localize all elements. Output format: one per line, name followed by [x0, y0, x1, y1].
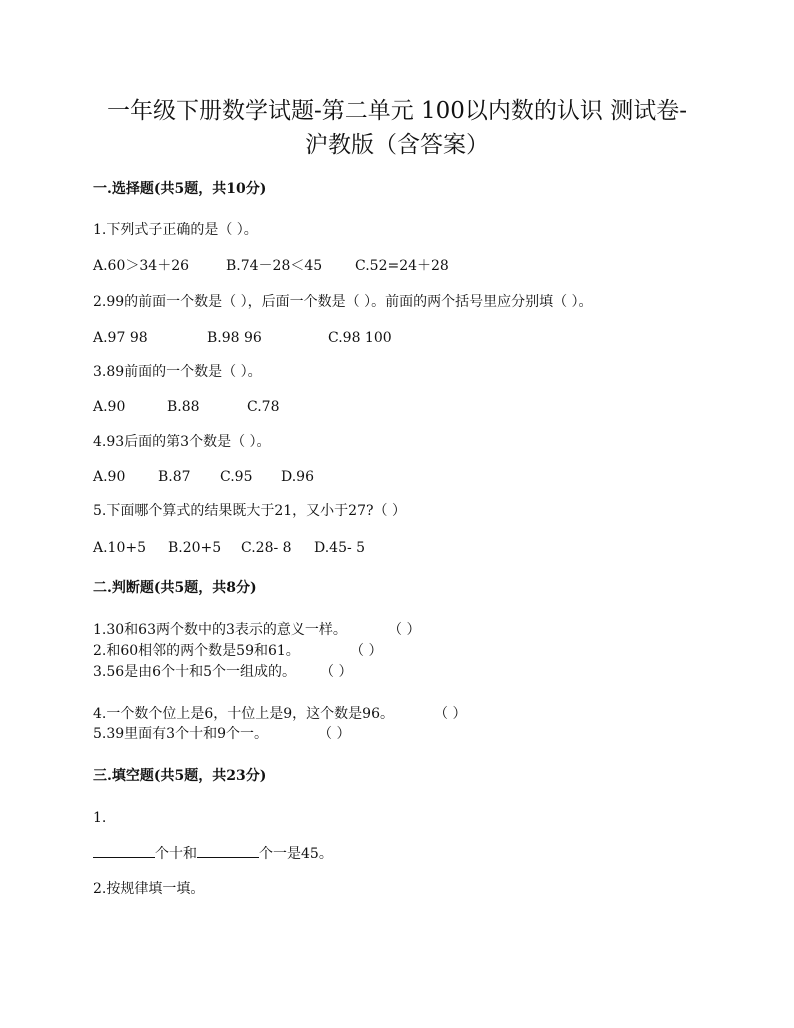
title-line-2: 沪教版（含答案）	[305, 132, 489, 158]
question-5: 5.下面哪个算式的结果既大于21，又小于27?（ ）	[93, 503, 406, 519]
option: B.20+5	[168, 540, 222, 556]
option: C.78	[247, 399, 280, 415]
fill-text: 个一是45。	[259, 846, 333, 862]
fill-text: 个十和	[155, 846, 197, 862]
judge-item: 1.30和63两个数中的3表示的意义一样。	[93, 622, 347, 638]
fill-question-2: 2.按规律填一填。	[93, 881, 205, 897]
option: A.60＞34＋26	[93, 258, 190, 274]
section-heading-choice: 一.选择题(共5题，共10分)	[93, 181, 267, 197]
judge-answer-paren: （ ）	[320, 664, 353, 680]
option: D.96	[281, 469, 314, 485]
section-heading-fill: 三.填空题(共5题，共23分)	[93, 768, 267, 784]
option: A.97 98	[93, 330, 148, 346]
option: D.45- 5	[314, 540, 366, 556]
fill-question-1	[93, 843, 333, 864]
judge-answer-paren: （ ）	[434, 706, 467, 722]
question-3: 3.89前面的一个数是（ ）。	[93, 364, 262, 380]
option: C.28- 8	[241, 540, 292, 556]
fill-question-1-number: 1.	[93, 810, 107, 826]
option: B.88	[167, 399, 200, 415]
judge-item: 2.和60相邻的两个数是59和61。	[93, 643, 300, 659]
option: C.98 100	[328, 330, 392, 346]
title-line-1: 一年级下册数学试题-第二单元 100以内数的认识 测试卷-	[106, 98, 688, 124]
question-1: 1.下列式子正确的是（ ）。	[93, 222, 258, 238]
judge-answer-paren: （ ）	[350, 643, 383, 659]
option: B.98 96	[207, 330, 262, 346]
question-2: 2.99的前面一个数是（ ），后面一个数是（ ）。前面的两个括号里应分别填（ ）。	[93, 294, 593, 310]
answer-blank[interactable]	[197, 843, 259, 858]
option: A.90	[93, 399, 126, 415]
option: A.90	[93, 469, 126, 485]
judge-answer-paren: （ ）	[318, 726, 351, 742]
section-heading-judge: 二.判断题(共5题，共8分)	[93, 580, 257, 596]
option: C.52=24＋28	[355, 258, 449, 274]
judge-item: 4.一个数个位上是6，十位上是9，这个数是96。	[93, 706, 394, 722]
option: C.95	[220, 469, 253, 485]
option: A.10+5	[93, 540, 147, 556]
option: B.87	[158, 469, 191, 485]
judge-answer-paren: （ ）	[388, 622, 421, 638]
answer-blank[interactable]	[93, 843, 155, 858]
judge-item: 5.39里面有3个十和9个一。	[93, 726, 268, 742]
option: B.74－28＜45	[226, 258, 323, 274]
judge-item: 3.56是由6个十和5个一组成的。	[93, 664, 296, 680]
question-4: 4.93后面的第3个数是（ ）。	[93, 434, 271, 450]
